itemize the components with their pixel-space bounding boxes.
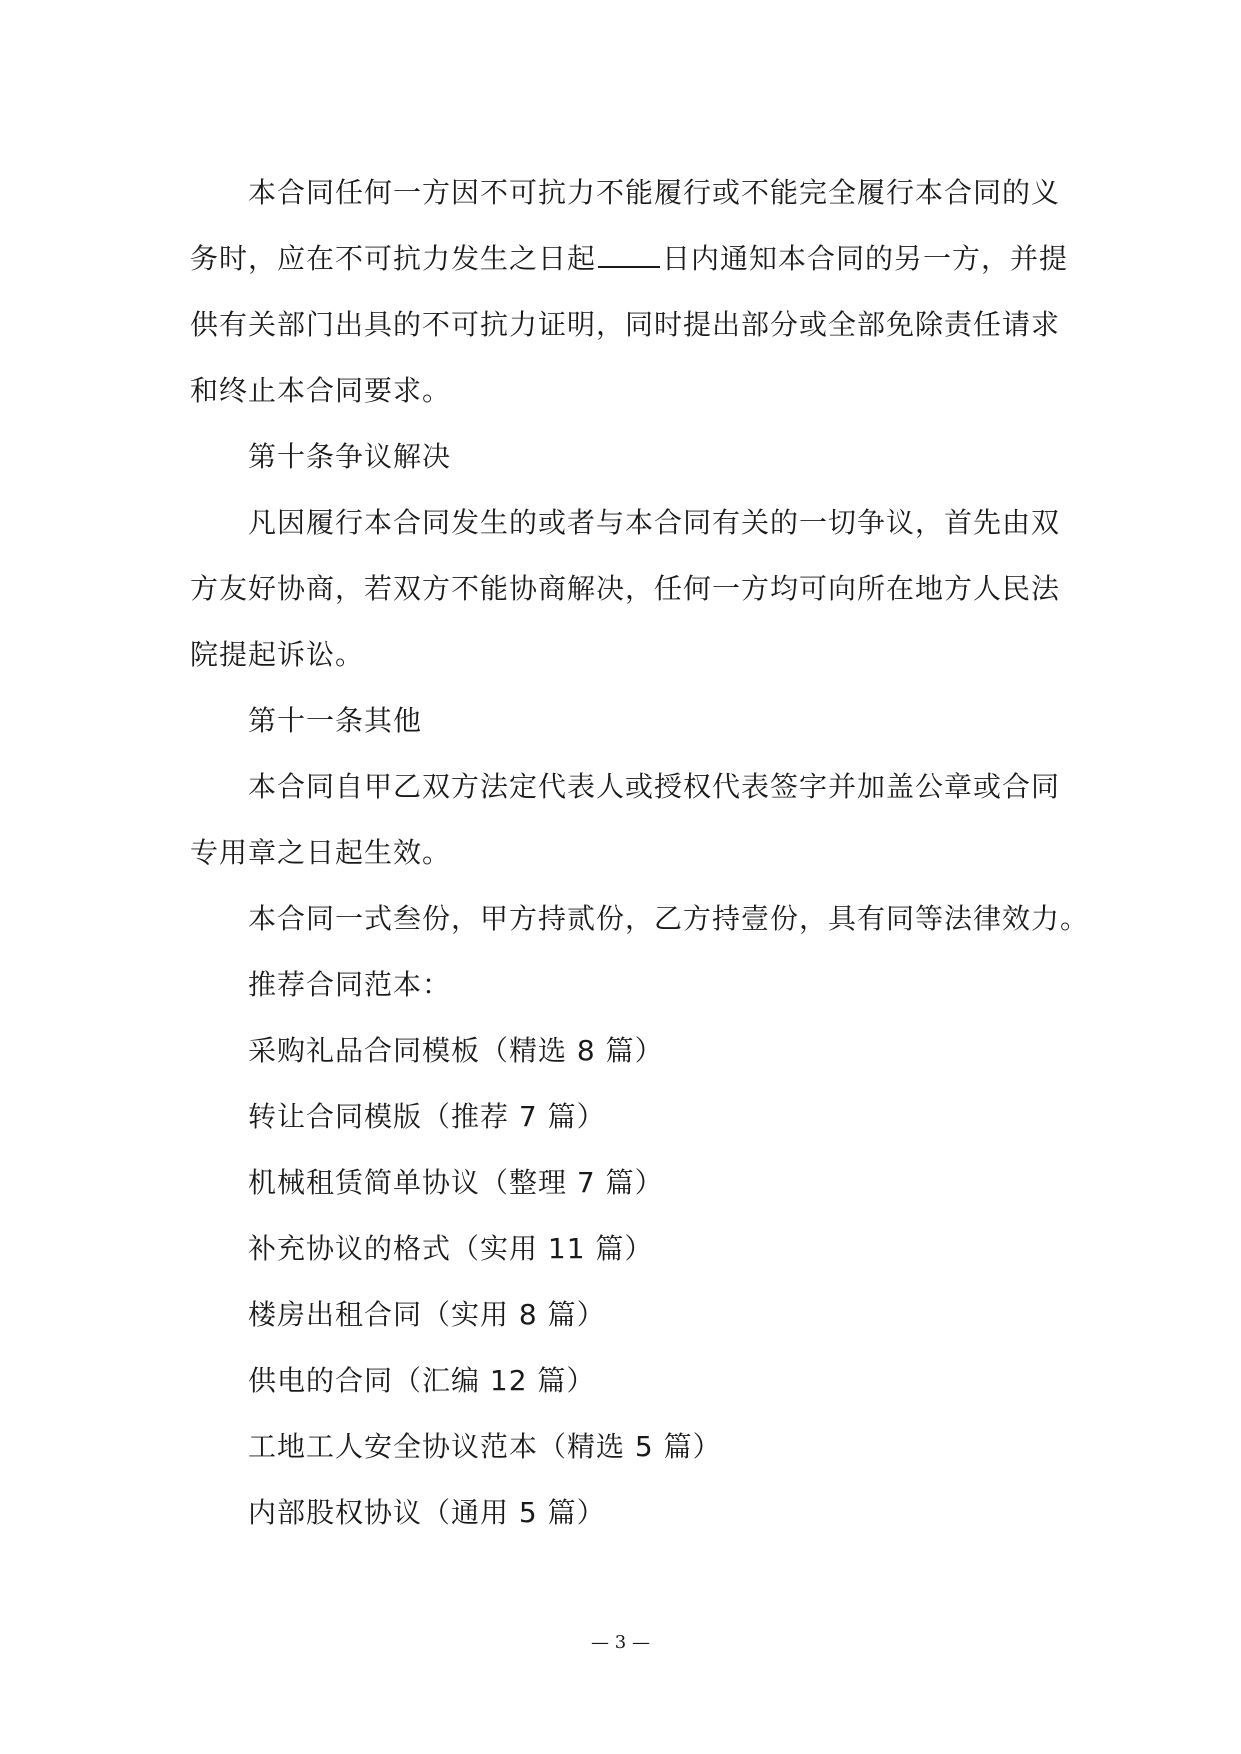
effective-line-1: 本合同自甲乙双方法定代表人或授权代表签字并加盖公章或合同 bbox=[248, 770, 1061, 803]
recommended-item[interactable]: 供电的合同（汇编 12 篇） bbox=[248, 1364, 596, 1397]
recommended-item[interactable]: 补充协议的格式（实用 11 篇） bbox=[248, 1232, 654, 1265]
recommend-heading: 推荐合同范本： bbox=[248, 968, 452, 1001]
force-majeure-line-2-start: 务时，应在不可抗力发生之日起 bbox=[190, 242, 597, 275]
dispute-line-1: 凡因履行本合同发生的或者与本合同有关的一切争议，首先由双 bbox=[248, 506, 1061, 539]
recommended-item[interactable]: 内部股权协议（通用 5 篇） bbox=[248, 1496, 606, 1529]
document-body bbox=[190, 160, 1090, 1546]
days-blank-field bbox=[598, 236, 660, 268]
recommended-item[interactable]: 楼房出租合同（实用 8 篇） bbox=[248, 1298, 606, 1331]
force-majeure-line-3: 供有关部门出具的不可抗力证明，同时提出部分或全部免除责任请求 bbox=[190, 308, 1061, 341]
dispute-line-3: 院提起诉讼。 bbox=[190, 638, 365, 671]
force-majeure-line-1: 本合同任何一方因不可抗力不能履行或不能完全履行本合同的义 bbox=[248, 176, 1061, 209]
recommended-item[interactable]: 机械租赁简单协议（整理 7 篇） bbox=[248, 1166, 664, 1199]
article-11-heading: 第十一条其他 bbox=[248, 704, 423, 737]
effective-line-2: 专用章之日起生效。 bbox=[190, 836, 452, 869]
force-majeure-line-2-end: 日内通知本合同的另一方，并提 bbox=[662, 242, 1069, 275]
recommended-item[interactable]: 转让合同模版（推荐 7 篇） bbox=[248, 1100, 606, 1133]
copies-paragraph: 本合同一式叁份，甲方持贰份，乙方持壹份，具有同等法律效力。 bbox=[248, 902, 1090, 935]
article-10-heading: 第十条争议解决 bbox=[248, 440, 452, 473]
recommended-item[interactable]: 采购礼品合同模板（精选 8 篇） bbox=[248, 1034, 664, 1067]
recommended-item[interactable]: 工地工人安全协议范本（精选 5 篇） bbox=[248, 1430, 722, 1463]
dispute-line-2: 方友好协商，若双方不能协商解决，任何一方均可向所在地方人民法 bbox=[190, 572, 1061, 605]
page-number: — 3 — bbox=[591, 1632, 650, 1653]
force-majeure-line-2 bbox=[190, 226, 1070, 292]
force-majeure-line-4: 和终止本合同要求。 bbox=[190, 374, 452, 407]
